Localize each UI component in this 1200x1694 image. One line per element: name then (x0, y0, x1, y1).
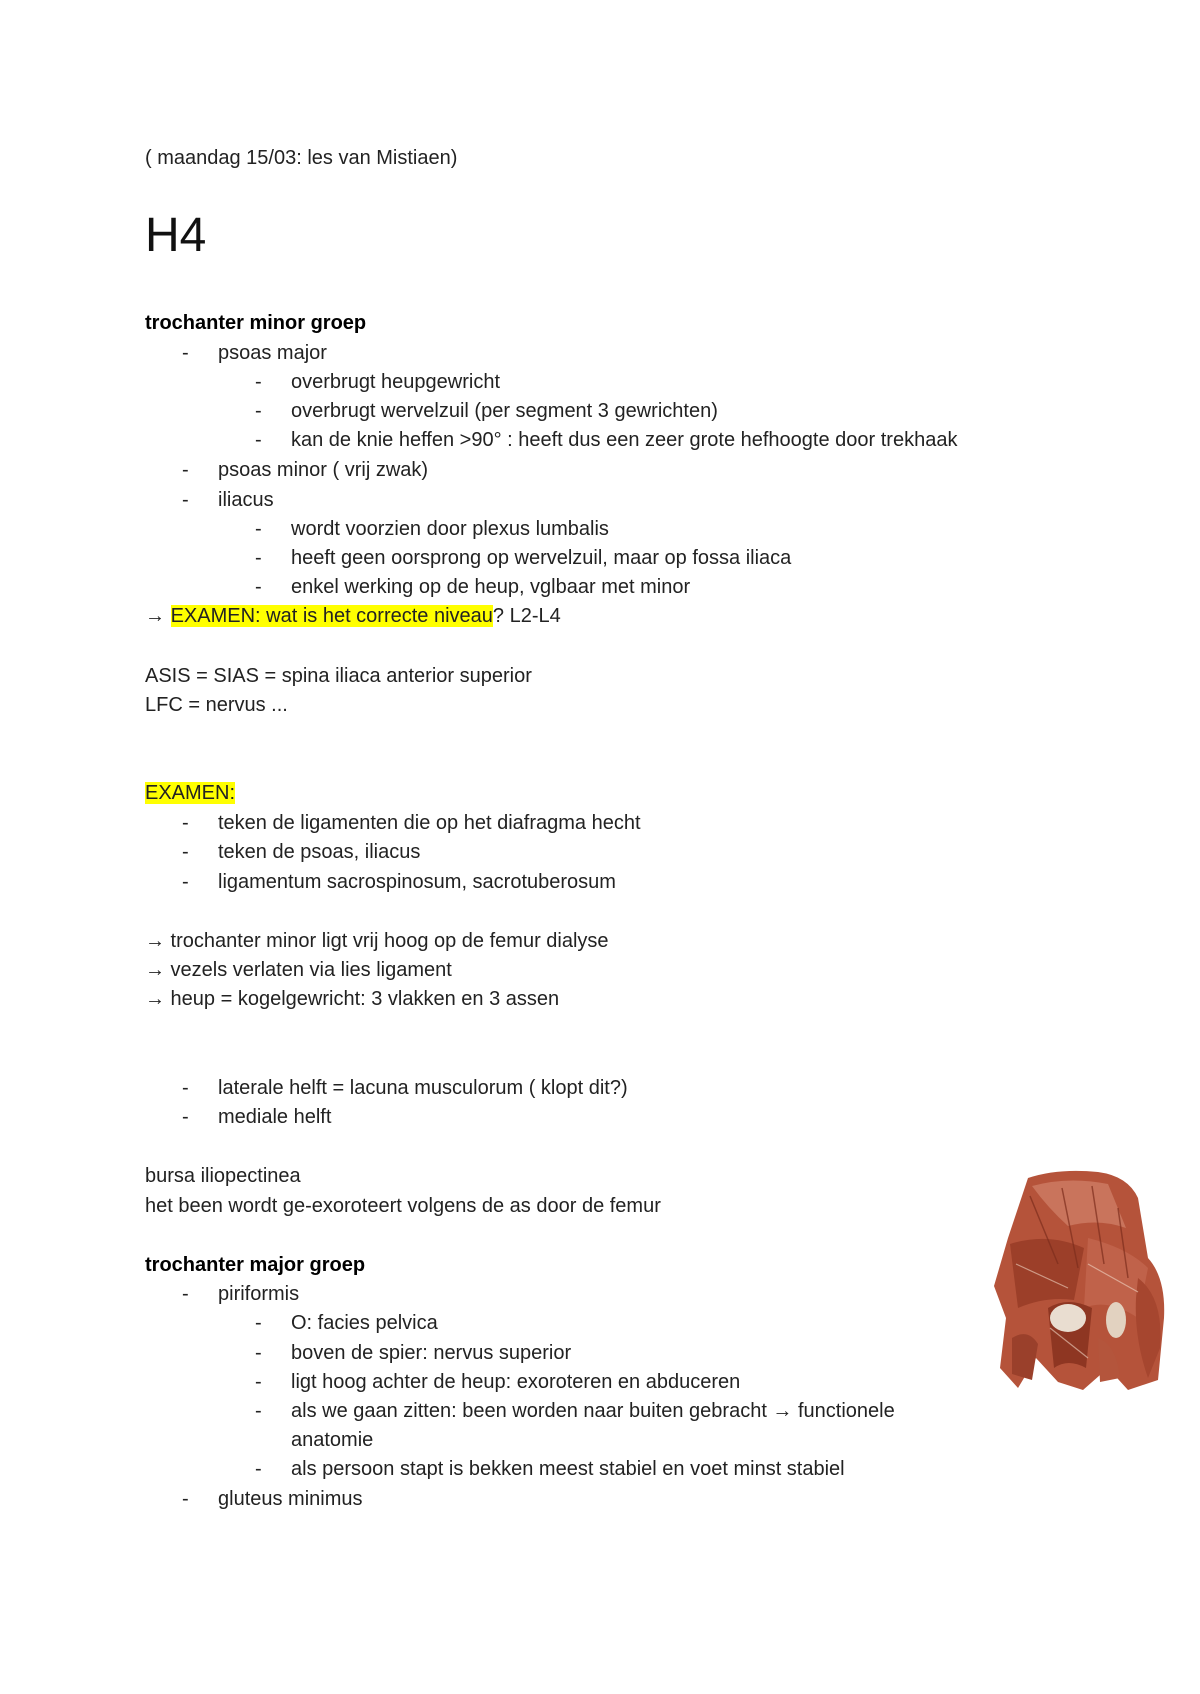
page-title: H4 (145, 209, 207, 262)
bullet-dash: - (255, 371, 262, 393)
arrow-note: → vezels verlaten via lies ligament (145, 959, 452, 981)
bullet-dash: - (255, 429, 262, 451)
list-item: wordt voorzien door plexus lumbalis (291, 518, 609, 540)
bullet-dash: - (255, 1371, 262, 1393)
bullet-dash: - (182, 871, 189, 893)
list-item: gluteus minimus (218, 1488, 363, 1510)
arrow-prefix: → (145, 605, 171, 627)
list-item: piriformis (218, 1283, 300, 1305)
list-item: boven de spier: nervus superior (291, 1342, 572, 1364)
bullet-dash: - (255, 576, 262, 598)
list-item: ligt hoog achter de heup: exoroteren en abduceren (291, 1371, 741, 1393)
list-item: mediale helft (218, 1106, 332, 1128)
exam-highlight: EXAMEN: wat is het correcte niveau (170, 605, 493, 627)
list-item: psoas major (218, 342, 327, 364)
list-item: ligamentum sacrospinosum, sacrotuberosum (218, 871, 616, 893)
bullet-dash: - (182, 459, 189, 481)
bullet-dash: - (255, 547, 262, 569)
bullet-dash: - (182, 1077, 189, 1099)
arrow-note: → trochanter minor ligt vrij hoog op de femur dialyse (145, 930, 609, 952)
list-item: teken de ligamenten die op het diafragma hecht (218, 812, 641, 834)
list-item: als persoon stapt is bekken meest stabiel en voet minst stabiel (291, 1458, 845, 1480)
exam-question (145, 604, 561, 628)
hip-muscle-illustration-icon (988, 1168, 1172, 1396)
bullet-dash: - (182, 841, 189, 863)
section-heading-major: trochanter major groep (145, 1254, 366, 1276)
list-item: O: facies pelvica (291, 1312, 438, 1334)
bullet-dash: - (182, 342, 189, 364)
list-item: overbrugt wervelzuil (per segment 3 gewrichten) (291, 400, 718, 422)
arrow-note: → heup = kogelgewricht: 3 vlakken en 3 assen (145, 988, 560, 1010)
bullet-dash: - (255, 1458, 262, 1480)
list-item: laterale helft = lacuna musculorum ( klopt dit?) (218, 1077, 628, 1099)
abbreviation-line: LFC = nervus ... (145, 694, 288, 716)
list-item: overbrugt heupgewricht (291, 371, 501, 393)
bullet-dash: - (182, 812, 189, 834)
bullet-dash: - (255, 518, 262, 540)
abbreviation-line: ASIS = SIAS = spina iliaca anterior superior (145, 665, 532, 687)
bullet-dash: - (182, 1283, 189, 1305)
list-item: enkel werking op de heup, vglbaar met minor (291, 576, 691, 598)
bullet-dash: - (182, 1106, 189, 1128)
list-item: teken de psoas, iliacus (218, 841, 421, 863)
exam-label: EXAMEN: (145, 782, 236, 804)
exam-answer: ? L2-L4 (492, 605, 561, 627)
section-heading-minor: trochanter minor groep (145, 312, 367, 334)
bursa-line: het been wordt ge-exoroteert volgens de as door de femur (145, 1195, 661, 1217)
list-item: kan de knie heffen >90° : heeft dus een zeer grote hefhoogte door trekhaak (291, 429, 958, 451)
list-item: als we gaan zitten: been worden naar buiten gebracht → functionele (291, 1400, 895, 1422)
bullet-dash: - (255, 1400, 262, 1422)
bullet-dash: - (182, 489, 189, 511)
list-item: psoas minor ( vrij zwak) (218, 459, 429, 481)
list-item: heeft geen oorsprong op wervelzuil, maar op fossa iliaca (291, 547, 792, 569)
bullet-dash: - (255, 1342, 262, 1364)
bullet-dash: - (182, 1488, 189, 1510)
bullet-dash: - (255, 400, 262, 422)
header-note: ( maandag 15/03: les van Mistiaen) (145, 147, 458, 169)
bullet-dash: - (255, 1312, 262, 1334)
bursa-line: bursa iliopectinea (145, 1165, 301, 1187)
list-item: iliacus (218, 489, 274, 511)
list-item-continuation: anatomie (291, 1429, 374, 1451)
